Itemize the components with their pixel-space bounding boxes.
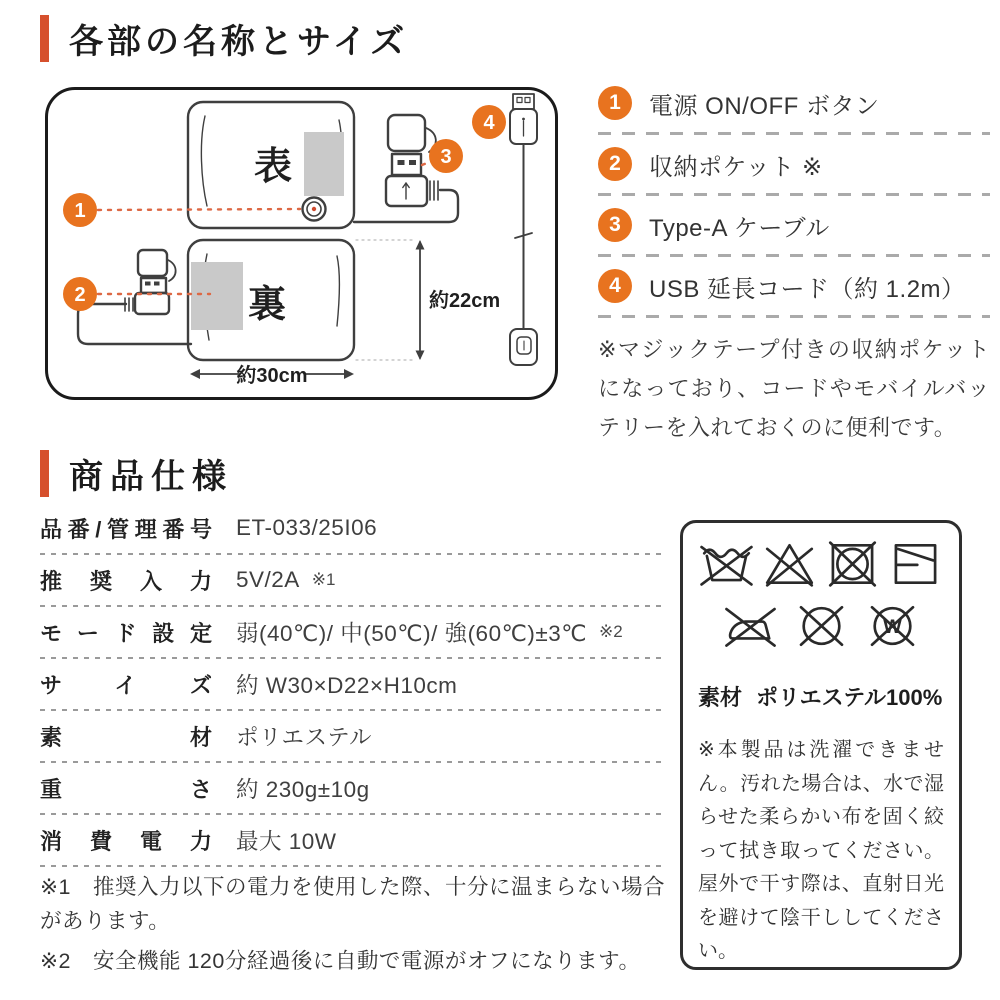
wet-clean-letter: W xyxy=(882,616,902,639)
ext-cable-pins xyxy=(513,94,534,109)
parts-section-title: 各部の名称とサイズ xyxy=(69,23,409,61)
usb-cap-2 xyxy=(138,250,167,276)
spec-note-ref: ※2 xyxy=(598,622,623,641)
spec-row-material xyxy=(40,711,665,761)
spec-label: 重さ xyxy=(40,776,212,802)
spec-label: 消費電力 xyxy=(40,828,212,854)
part-label-cable: Type-A ケーブル xyxy=(649,214,830,242)
usb-plug-metal xyxy=(392,154,421,175)
footnote-2: ※2 安全機能 120分経過後に自動で電源がオフになります。 xyxy=(40,949,641,973)
callout-1-line xyxy=(98,209,300,210)
specs-section-header xyxy=(40,449,233,498)
spec-row-model xyxy=(40,503,665,553)
part-label-extension-cord: USB 延長コード（約 1.2m） xyxy=(649,275,966,303)
usb-plug-housing-2 xyxy=(135,293,169,314)
spec-label: 推奨入力 xyxy=(40,568,212,594)
front-label: 表 xyxy=(253,146,293,188)
spec-value: 5V/2A xyxy=(236,567,300,592)
depth-dimension-label: 約22cm xyxy=(429,290,501,312)
care-note: ※本製品は洗濯できません。汚れた場合は、水で湿らせた柔らかい布を固く絞って拭き取ってください。屋外で干す際は、直射日光を避けて陰干ししてください。 xyxy=(698,739,944,962)
product-diagram-drawing xyxy=(48,90,555,397)
back-pocket xyxy=(191,262,243,330)
parts-list xyxy=(598,86,990,447)
spec-value: ポリエステル xyxy=(236,725,372,750)
spec-value: 約 W30×D22×H10cm xyxy=(236,673,458,698)
no-wash-icon xyxy=(698,539,755,589)
usb-plug-metal-2 xyxy=(141,278,166,293)
care-symbols-row-1 xyxy=(698,539,944,589)
spec-row-mode xyxy=(40,607,665,657)
part-label-pocket: 収納ポケット ※ xyxy=(649,153,823,181)
spec-footnotes xyxy=(40,870,665,984)
care-symbols-row-2 xyxy=(698,601,944,651)
divider xyxy=(598,193,990,196)
product-diagram xyxy=(45,87,558,400)
callout-3-number: 3 xyxy=(440,146,452,168)
spec-label: 素材 xyxy=(40,724,212,750)
divider xyxy=(598,254,990,257)
accent-bar xyxy=(40,15,49,62)
part-label-power-button: 電源 ON/OFF ボタン xyxy=(649,92,880,120)
no-iron-icon xyxy=(722,601,779,651)
usb-cap xyxy=(388,115,425,151)
spec-table xyxy=(40,503,665,867)
specs-section-title: 商品仕様 xyxy=(69,458,233,496)
parts-list-item-1 xyxy=(598,86,990,120)
parts-list-item-2 xyxy=(598,147,990,181)
no-bleach-icon xyxy=(761,539,818,589)
diagram-callouts xyxy=(63,105,506,311)
spec-row-size xyxy=(40,659,665,709)
callout-4-number: 4 xyxy=(483,112,495,134)
divider xyxy=(598,132,990,135)
pocket-note: ※マジックテープ付きの収納ポケットになっており、コードやモバイルバッテリーを入れておくのに便利です。 xyxy=(598,337,990,440)
callout-1-number: 1 xyxy=(74,200,86,222)
number-badge-4: 4 xyxy=(598,269,632,303)
spec-note-ref: ※1 xyxy=(311,570,336,589)
spec-label: モード設定 xyxy=(40,620,212,646)
spec-value: 弱(40℃)/ 中(50℃)/ 強(60℃)±3℃ xyxy=(236,621,587,646)
number-badge-3: 3 xyxy=(598,208,632,242)
parts-section-header xyxy=(40,14,408,63)
spec-row-input xyxy=(40,555,665,605)
no-dry-clean-icon xyxy=(793,601,850,651)
accent-bar xyxy=(40,450,49,497)
care-material-value: ポリエステル100% xyxy=(756,685,943,710)
width-dimension-label: 約30cm xyxy=(236,365,308,387)
spec-value: ET-033/25I06 xyxy=(236,515,378,540)
spec-value: 約 230g±10g xyxy=(236,777,370,802)
divider xyxy=(598,315,990,318)
spec-row-weight xyxy=(40,763,665,813)
back-label: 裏 xyxy=(247,284,287,326)
care-material-label: 素材 xyxy=(698,685,743,710)
callout-2-number: 2 xyxy=(74,284,86,306)
spec-label: 品番/管理番号 xyxy=(40,516,212,542)
number-badge-1: 1 xyxy=(598,86,632,120)
spec-value: 最大 10W xyxy=(236,829,337,854)
no-tumble-dry-icon xyxy=(824,539,881,589)
shade-dry-icon xyxy=(887,539,944,589)
parts-list-item-4 xyxy=(598,269,990,303)
parts-list-item-3 xyxy=(598,208,990,242)
spec-label: サイズ xyxy=(40,672,212,698)
care-material-line xyxy=(698,681,944,712)
spec-row-power xyxy=(40,815,665,865)
no-wet-clean-icon xyxy=(864,601,921,651)
divider xyxy=(40,865,665,867)
number-badge-2: 2 xyxy=(598,147,632,181)
care-instructions-box xyxy=(680,520,962,970)
footnote-1: ※1 推奨入力以下の電力を使用した際、十分に温まらない場合があります。 xyxy=(40,875,665,933)
front-pocket xyxy=(304,132,344,196)
